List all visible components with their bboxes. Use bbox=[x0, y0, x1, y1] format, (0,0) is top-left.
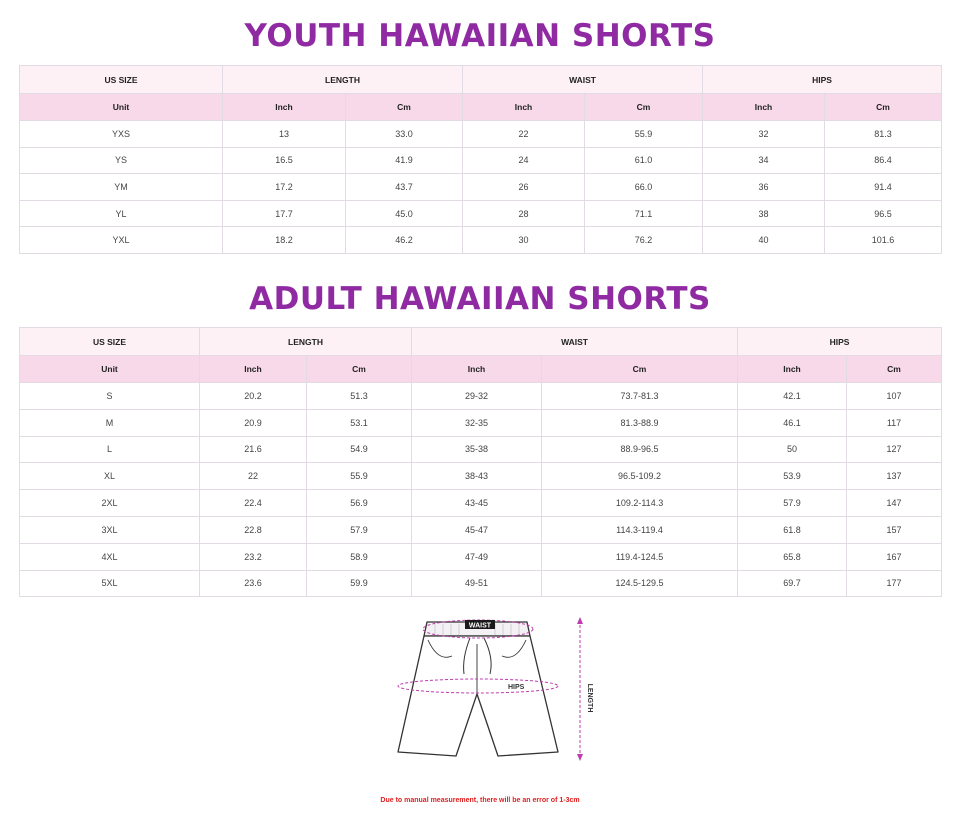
table-row bbox=[20, 121, 942, 148]
measurement-cell: 17.7 bbox=[223, 200, 346, 227]
measurement-cell: 32-35 bbox=[412, 409, 542, 436]
size-cell: YL bbox=[20, 200, 223, 227]
unit-label: Unit bbox=[20, 356, 200, 383]
header-waist: WAIST bbox=[412, 328, 738, 356]
size-cell: 3XL bbox=[20, 516, 200, 543]
measurement-cell: 13 bbox=[223, 121, 346, 148]
unit-cm: Cm bbox=[825, 94, 942, 121]
measurement-cell: 88.9-96.5 bbox=[542, 436, 738, 463]
header-us-size: US SIZE bbox=[20, 66, 223, 94]
measurement-cell: 147 bbox=[847, 490, 942, 517]
unit-inch: Inch bbox=[412, 356, 542, 383]
measurement-cell: 22.8 bbox=[200, 516, 307, 543]
size-cell: 5XL bbox=[20, 570, 200, 597]
measurement-cell: 50 bbox=[738, 436, 847, 463]
measurement-cell: 59.9 bbox=[307, 570, 412, 597]
measurement-cell: 65.8 bbox=[738, 543, 847, 570]
measurement-cell: 124.5-129.5 bbox=[542, 570, 738, 597]
measurement-note: Due to manual measurement, there will be an error of 1-3cm bbox=[380, 797, 580, 804]
measurement-cell: 17.2 bbox=[223, 174, 346, 201]
table-row bbox=[20, 383, 942, 410]
header-length: LENGTH bbox=[223, 66, 463, 94]
unit-header-row bbox=[20, 94, 942, 121]
youth-table-body bbox=[20, 121, 942, 254]
size-cell: 4XL bbox=[20, 543, 200, 570]
measurement-cell: 53.9 bbox=[738, 463, 847, 490]
measurement-cell: 32 bbox=[703, 121, 825, 148]
unit-cm: Cm bbox=[307, 356, 412, 383]
measurement-cell: 54.9 bbox=[307, 436, 412, 463]
measurement-cell: 30 bbox=[463, 227, 585, 254]
measurement-cell: 96.5 bbox=[825, 200, 942, 227]
table-row bbox=[20, 409, 942, 436]
measurement-cell: 23.2 bbox=[200, 543, 307, 570]
measurement-cell: 49-51 bbox=[412, 570, 542, 597]
size-cell: L bbox=[20, 436, 200, 463]
measurement-cell: 117 bbox=[847, 409, 942, 436]
size-cell: YS bbox=[20, 147, 223, 174]
shorts-outline-icon bbox=[398, 622, 558, 756]
unit-cm: Cm bbox=[847, 356, 942, 383]
table-row bbox=[20, 147, 942, 174]
header-hips: HIPS bbox=[703, 66, 942, 94]
table-row bbox=[20, 490, 942, 517]
adult-title: ADULT HAWAIIAN SHORTS bbox=[249, 281, 711, 317]
measurement-cell: 29-32 bbox=[412, 383, 542, 410]
measurement-cell: 41.9 bbox=[346, 147, 463, 174]
size-cell: XL bbox=[20, 463, 200, 490]
table-row bbox=[20, 174, 942, 201]
table-row bbox=[20, 200, 942, 227]
measurement-cell: 45-47 bbox=[412, 516, 542, 543]
size-cell: YM bbox=[20, 174, 223, 201]
measurement-cell: 81.3 bbox=[825, 121, 942, 148]
measurement-cell: 35-38 bbox=[412, 436, 542, 463]
measurement-cell: 47-49 bbox=[412, 543, 542, 570]
measurement-cell: 71.1 bbox=[585, 200, 703, 227]
adult-size-table bbox=[19, 327, 942, 597]
group-header-row bbox=[20, 66, 942, 94]
youth-title: YOUTH HAWAIIAN SHORTS bbox=[244, 18, 716, 54]
measurement-cell: 86.4 bbox=[825, 147, 942, 174]
measurement-cell: 167 bbox=[847, 543, 942, 570]
measurement-cell: 61.8 bbox=[738, 516, 847, 543]
measurement-cell: 53.1 bbox=[307, 409, 412, 436]
measurement-cell: 21.6 bbox=[200, 436, 307, 463]
measurement-cell: 38 bbox=[703, 200, 825, 227]
measurement-cell: 57.9 bbox=[307, 516, 412, 543]
header-waist: WAIST bbox=[463, 66, 703, 94]
measurement-cell: 16.5 bbox=[223, 147, 346, 174]
measurement-cell: 38-43 bbox=[412, 463, 542, 490]
hips-label: HIPS bbox=[508, 684, 525, 691]
unit-inch: Inch bbox=[223, 94, 346, 121]
measurement-cell: 107 bbox=[847, 383, 942, 410]
measurement-cell: 58.9 bbox=[307, 543, 412, 570]
unit-cm: Cm bbox=[585, 94, 703, 121]
waist-label: WAIST bbox=[468, 622, 492, 630]
measurement-cell: 20.9 bbox=[200, 409, 307, 436]
measurement-cell: 57.9 bbox=[738, 490, 847, 517]
unit-inch: Inch bbox=[703, 94, 825, 121]
measurement-cell: 55.9 bbox=[585, 121, 703, 148]
measurement-cell: 22 bbox=[463, 121, 585, 148]
table-row bbox=[20, 463, 942, 490]
measurement-cell: 157 bbox=[847, 516, 942, 543]
unit-inch: Inch bbox=[200, 356, 307, 383]
unit-cm: Cm bbox=[542, 356, 738, 383]
shorts-measurement-diagram bbox=[390, 610, 610, 770]
youth-size-table bbox=[19, 65, 942, 254]
measurement-cell: 66.0 bbox=[585, 174, 703, 201]
measurement-cell: 45.0 bbox=[346, 200, 463, 227]
measurement-cell: 76.2 bbox=[585, 227, 703, 254]
unit-label: Unit bbox=[20, 94, 223, 121]
measurement-cell: 56.9 bbox=[307, 490, 412, 517]
size-cell: M bbox=[20, 409, 200, 436]
table-row bbox=[20, 543, 942, 570]
table-row bbox=[20, 227, 942, 254]
measurement-cell: 109.2-114.3 bbox=[542, 490, 738, 517]
table-row bbox=[20, 436, 942, 463]
measurement-cell: 20.2 bbox=[200, 383, 307, 410]
measurement-cell: 61.0 bbox=[585, 147, 703, 174]
table-row bbox=[20, 570, 942, 597]
measurement-cell: 127 bbox=[847, 436, 942, 463]
measurement-cell: 177 bbox=[847, 570, 942, 597]
measurement-cell: 101.6 bbox=[825, 227, 942, 254]
header-length: LENGTH bbox=[200, 328, 412, 356]
measurement-cell: 34 bbox=[703, 147, 825, 174]
group-header-row bbox=[20, 328, 942, 356]
size-cell: 2XL bbox=[20, 490, 200, 517]
measurement-cell: 91.4 bbox=[825, 174, 942, 201]
unit-inch: Inch bbox=[738, 356, 847, 383]
table-row bbox=[20, 516, 942, 543]
size-cell: YXL bbox=[20, 227, 223, 254]
measurement-cell: 81.3-88.9 bbox=[542, 409, 738, 436]
measurement-cell: 137 bbox=[847, 463, 942, 490]
measurement-cell: 46.1 bbox=[738, 409, 847, 436]
measurement-cell: 22.4 bbox=[200, 490, 307, 517]
unit-inch: Inch bbox=[463, 94, 585, 121]
measurement-cell: 42.1 bbox=[738, 383, 847, 410]
unit-cm: Cm bbox=[346, 94, 463, 121]
measurement-cell: 69.7 bbox=[738, 570, 847, 597]
unit-header-row bbox=[20, 356, 942, 383]
measurement-cell: 73.7-81.3 bbox=[542, 383, 738, 410]
measurement-cell: 51.3 bbox=[307, 383, 412, 410]
measurement-cell: 114.3-119.4 bbox=[542, 516, 738, 543]
measurement-cell: 96.5-109.2 bbox=[542, 463, 738, 490]
measurement-cell: 119.4-124.5 bbox=[542, 543, 738, 570]
measurement-cell: 55.9 bbox=[307, 463, 412, 490]
measurement-cell: 28 bbox=[463, 200, 585, 227]
measurement-cell: 18.2 bbox=[223, 227, 346, 254]
measurement-cell: 46.2 bbox=[346, 227, 463, 254]
measurement-cell: 36 bbox=[703, 174, 825, 201]
length-label: LENGTH bbox=[586, 683, 593, 713]
size-cell: S bbox=[20, 383, 200, 410]
measurement-cell: 22 bbox=[200, 463, 307, 490]
measurement-cell: 40 bbox=[703, 227, 825, 254]
measurement-cell: 26 bbox=[463, 174, 585, 201]
header-us-size: US SIZE bbox=[20, 328, 200, 356]
size-cell: YXS bbox=[20, 121, 223, 148]
measurement-cell: 33.0 bbox=[346, 121, 463, 148]
measurement-cell: 43-45 bbox=[412, 490, 542, 517]
measurement-cell: 23.6 bbox=[200, 570, 307, 597]
measurement-cell: 24 bbox=[463, 147, 585, 174]
adult-table-body bbox=[20, 383, 942, 597]
header-hips: HIPS bbox=[738, 328, 942, 356]
length-arrow-icon bbox=[577, 617, 583, 761]
measurement-cell: 43.7 bbox=[346, 174, 463, 201]
